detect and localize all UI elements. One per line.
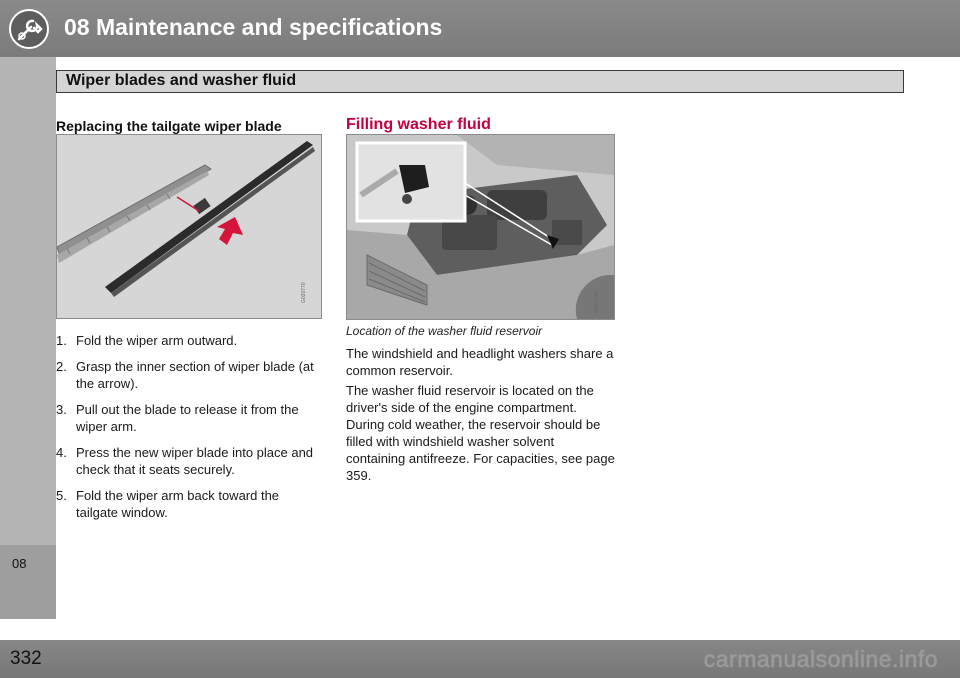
section-title: Wiper blades and washer fluid (66, 72, 297, 89)
list-item: 3. Pull out the blade to release it from the wiper arm. (56, 402, 299, 434)
list-item: 5. Fold the wiper arm back toward the tailgate window. (56, 488, 280, 520)
wiper-steps-list (56, 332, 324, 530)
list-item: 2. Grasp the inner section of wiper blade (at the arrow). (56, 359, 314, 391)
wrench-icon (8, 8, 50, 50)
side-tab-active (0, 545, 56, 619)
watermark-text: carmanualsonline.info (703, 646, 938, 672)
page-number: 332 (10, 648, 42, 669)
paragraph: The windshield and headlight washers share a common reservoir. (346, 346, 614, 378)
paragraph: The washer fluid reservoir is located on the driver's side of the engine compartment. During cold weather, the reservoir should be filled with windshield washer solvent containing antifreeze. For capacities, see page 359. (346, 383, 615, 483)
side-tab (0, 57, 56, 619)
list-item: 4. Press the new wiper blade into place and check that it seats securely. (56, 445, 314, 477)
chapter-title: 08 Maintenance and specifications (64, 14, 443, 40)
figure-caption: Location of the washer fluid reservoir (346, 324, 543, 338)
engine-bay-illustration (347, 135, 614, 319)
washer-fluid-heading: Filling washer fluid (346, 116, 491, 133)
figure-id: G021784 (594, 292, 600, 313)
engine-bay-figure (346, 134, 615, 320)
section-header (56, 70, 904, 93)
wiper-blade-illustration (57, 135, 321, 318)
list-item: 1. Fold the wiper arm outward. (56, 333, 238, 348)
wiper-blade-figure (56, 134, 322, 319)
tab-number: 08 (12, 556, 27, 571)
figure-id: G020770 (301, 282, 307, 303)
tailgate-wiper-heading: Replacing the tailgate wiper blade (56, 118, 282, 134)
